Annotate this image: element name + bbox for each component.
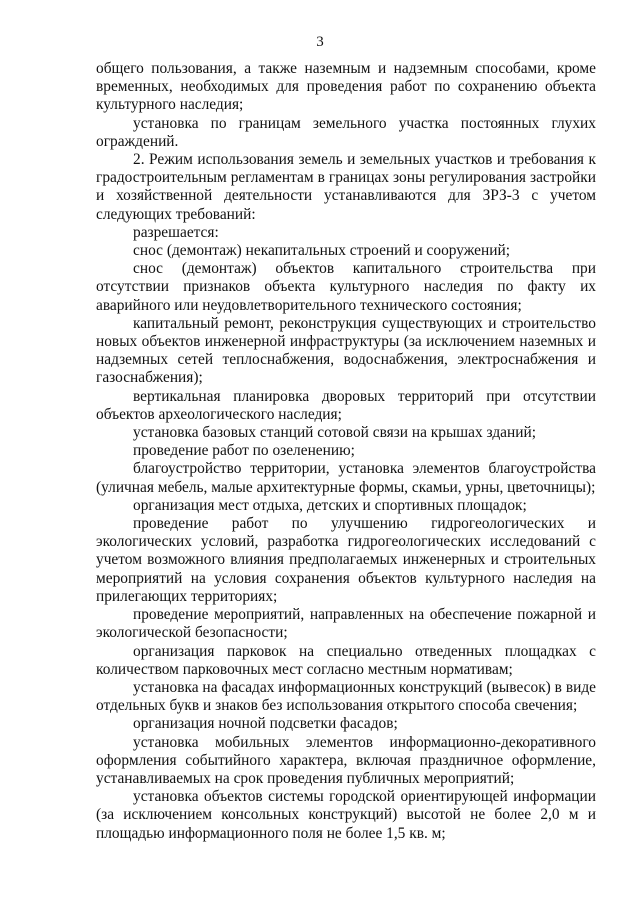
- paragraph: капитальный ремонт, реконструкция существующих и строительство новых объектов инженерной инфраструктуры (за исключением наземных и надземных сетей теплоснабжения, водоснабжения, электроснабжения и газоснабжения);: [96, 314, 596, 387]
- paragraph: установка по границам земельного участка постоянных глухих ограждений.: [96, 114, 596, 150]
- paragraph: организация ночной подсветки фасадов;: [133, 715, 398, 733]
- paragraph: проведение работ по улучшению гидрогеологических и экологических условий, разработка гидрогеологических исследований с учетом возможного влияния предполагаемых инженерных и строительных мероприятий на условия сохранения объектов культурного наследия на прилегающих территориях;: [96, 515, 596, 605]
- paragraph: снос (демонтаж) объектов капитального строительства при отсутствии признаков объекта культурного наследия по факту их аварийного или неудовлетворительного технического состояния;: [96, 260, 596, 314]
- paragraph: вертикальная планировка дворовых территорий при отсутствии объектов археологического наследия;: [96, 387, 596, 423]
- paragraph: установка объектов системы городской ориентирующей информации (за исключением консольных конструкций) высотой не более 2,0 м и площадью информационного поля не более 1,5 кв. м;: [96, 788, 596, 842]
- paragraph: общего пользования, а также наземным и надземным способами, кроме временных, необходимых для проведения работ по сохранению объекта культурного наследия;: [96, 60, 596, 114]
- paragraph: организация парковок на специально отведенных площадках с количеством парковочных мест согласно местным нормативам;: [96, 642, 596, 678]
- paragraph: снос (демонтаж) некапитальных строений и сооружений;: [133, 242, 510, 260]
- document-body: [96, 60, 596, 843]
- paragraph: установка на фасадах информационных конструкций (вывесок) в виде отдельных букв и знаков без использования открытого способа свечения;: [96, 678, 596, 715]
- paragraph: разрешается:: [133, 223, 219, 241]
- paragraph: установка мобильных элементов информационно-декоративного оформления событийного характера, включая праздничное оформление, устанавливаемых на срок проведения публичных мероприятий;: [96, 733, 596, 787]
- paragraph: проведение мероприятий, направленных на обеспечение пожарной и экологической безопасности;: [96, 606, 596, 642]
- paragraph: проведение работ по озеленению;: [133, 442, 355, 460]
- paragraph: 2. Режим использования земель и земельных участков и требования к градостроительным регламентам в границах зоны регулирования застройки и хозяйственной деятельности устанавливаются для ЗРЗ-3 с учетом следующих требований:: [96, 151, 596, 223]
- page-number: 3: [316, 34, 324, 50]
- paragraph: организация мест отдыха, детских и спортивных площадок;: [133, 496, 527, 514]
- paragraph: установка базовых станций сотовой связи на крышах зданий;: [133, 424, 536, 442]
- paragraph: благоустройство территории, установка элементов благоустройства (уличная мебель, малые архитектурные формы, скамьи, урны, цветочницы);: [96, 460, 596, 496]
